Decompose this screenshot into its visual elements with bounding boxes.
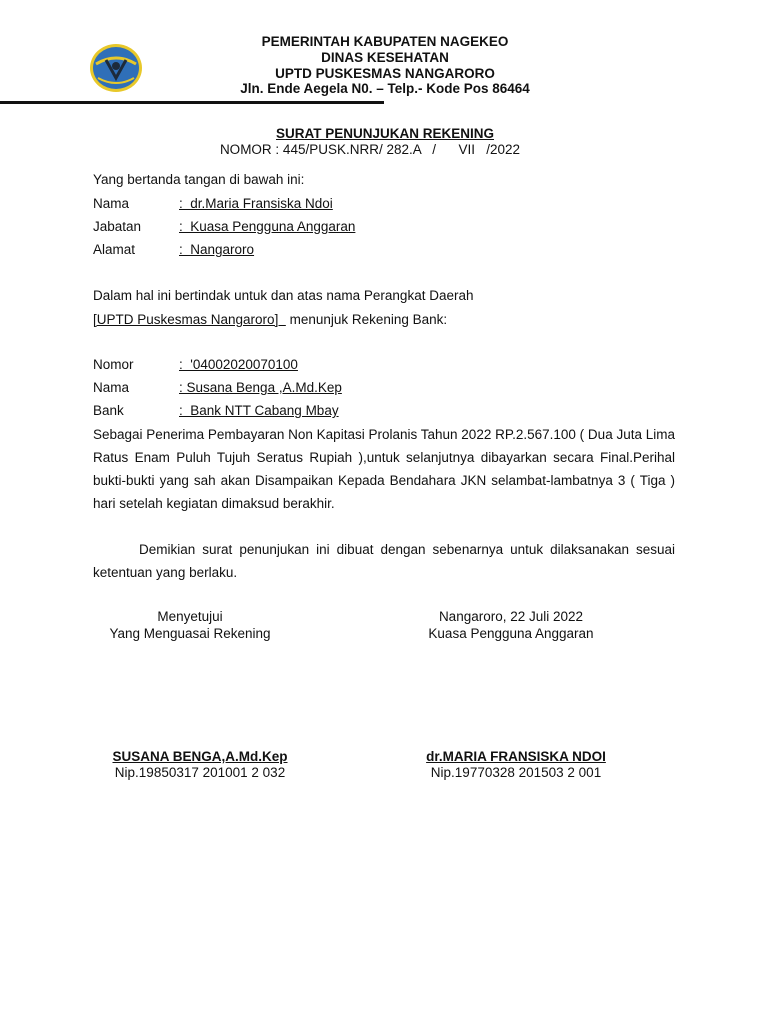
signer-name-value: : dr.Maria Fransiska Ndoi — [179, 196, 333, 211]
regency-emblem-icon — [88, 42, 144, 94]
closing-paragraph: Demikian surat penunjukan ini dibuat dengan sebenarnya untuk dilaksanakan sesuai ketentuan yang berlaku. — [93, 542, 675, 580]
left-sig-nip: Nip.19850317 201001 2 032 — [114, 765, 286, 780]
signer-name-row — [93, 196, 333, 211]
acting-line: Dalam hal ini bertindak untuk dan atas nama Perangkat Daerah — [93, 288, 474, 303]
account-name-label: Nama — [93, 380, 130, 395]
document-title: SURAT PENUNJUKAN REKENING — [275, 126, 495, 141]
right-sig-role: Kuasa Pengguna Anggaran — [428, 626, 594, 641]
right-sig-name: dr.MARIA FRANSISKA NDOI — [426, 749, 606, 764]
header-address: Jln. Ende Aegela N0. – Telp.- Kode Pos 86464 — [240, 81, 530, 96]
signer-address-row — [93, 242, 254, 257]
header-department: DINAS KESEHATAN — [321, 50, 449, 65]
right-sig-nip: Nip.19770328 201503 2 001 — [430, 765, 602, 780]
body-paragraph: Sebagai Penerima Pembayaran Non Kapitasi Prolanis Tahun 2022 RP.2.567.100 ( Dua Juta Lima Ratus Enam Puluh Tujuh Seratus Rupiah ),untuk selanjutnya dibayarkan secara Final.Perihal bukti-bukti yang sah akan Disampaikan Kepada Bendahara JKN selambat-lambatnya 3 ( Tiga ) hari setelah kegiatan dimaksud berakhir. — [93, 427, 675, 511]
document-number: NOMOR : 445/PUSK.NRR/ 282.A / VII /2022 — [219, 142, 521, 157]
acting-unit-row — [93, 312, 447, 327]
account-bank-row — [93, 403, 339, 418]
left-sig-role: Yang Menguasai Rekening — [109, 626, 271, 641]
signer-position-row — [93, 219, 355, 234]
account-name-value: : Susana Benga ,A.Md.Kep — [179, 380, 342, 395]
header-government: PEMERINTAH KABUPATEN NAGEKEO — [261, 34, 509, 49]
signer-address-label: Alamat — [93, 242, 136, 257]
signer-position-label: Jabatan — [93, 219, 142, 234]
account-name-row — [93, 380, 342, 395]
signer-address-value: : Nangaroro — [179, 242, 255, 257]
left-sig-approve: Menyetujui — [157, 609, 223, 624]
account-number-label: Nomor — [93, 357, 134, 372]
left-sig-name: SUSANA BENGA,A.Md.Kep — [112, 749, 288, 764]
account-number-row — [93, 357, 298, 372]
acting-unit: [UPTD Puskesmas Nangaroro] — [93, 312, 286, 327]
acting-rest: menunjuk Rekening Bank: — [285, 312, 448, 327]
account-number-value: : '04002020070100 — [179, 357, 298, 372]
right-sig-date: Nangaroro, 22 Juli 2022 — [438, 609, 584, 624]
header-divider — [0, 101, 384, 104]
signer-name-label: Nama — [93, 196, 130, 211]
intro-text: Yang bertanda tangan di bawah ini: — [93, 172, 305, 187]
account-bank-value: : Bank NTT Cabang Mbay — [179, 403, 339, 418]
signer-position-value: : Kuasa Pengguna Anggaran — [179, 219, 356, 234]
account-bank-label: Bank — [93, 403, 124, 418]
header-unit: UPTD PUSKESMAS NANGARORO — [275, 66, 495, 81]
